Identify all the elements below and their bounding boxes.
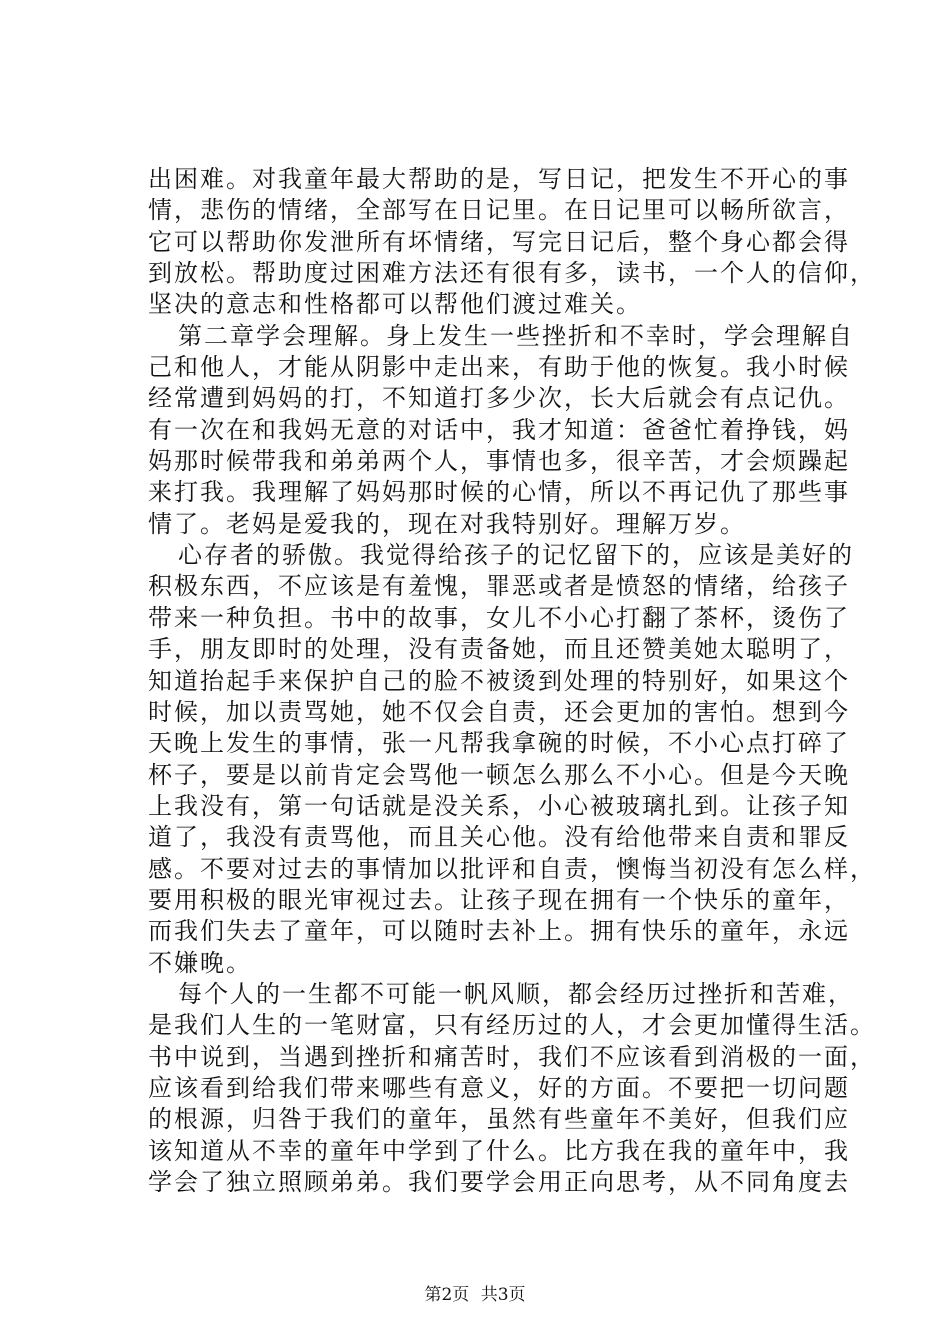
text-line: 妈那时候带我和弟弟两个人，事情也多，很辛苦，才会烦躁起: [148, 447, 850, 476]
text-line: 是我们人生的一笔财富，只有经历过的人，才会更加懂得生活。: [148, 1011, 876, 1040]
text-line: 天晚上发生的事情，张一凡帮我拿碗的时候，不小心点打碎了: [148, 729, 850, 758]
text-line: 不嫌晚。: [148, 948, 252, 977]
text-line: 的根源，归咎于我们的童年，虽然有些童年不美好，但我们应: [148, 1105, 850, 1134]
text-line: 知道抬起手来保护自己的脸不被烫到处理的特别好，如果这个: [148, 666, 850, 695]
page-number: 第2页: [424, 1285, 470, 1305]
text-line: 第二章学会理解。身上发生一些挫折和不幸时，学会理解自: [178, 321, 854, 350]
text-line: 每个人的一生都不可能一帆风顺，都会经历过挫折和苦难，: [178, 979, 854, 1008]
text-line: 书中说到，当遇到挫折和痛苦时，我们不应该看到消极的一面，: [148, 1042, 876, 1071]
text-line: 积极东西，不应该是有羞愧，罪恶或者是愤怒的情绪，给孩子: [148, 572, 850, 601]
text-line: 该知道从不幸的童年中学到了什么。比方我在我的童年中，我: [148, 1136, 850, 1165]
text-line: 己和他人，才能从阴影中走出来，有助于他的恢复。我小时候: [148, 353, 850, 382]
page-footer: [0, 1280, 950, 1305]
text-line: 坚决的意志和性格都可以帮他们渡过难关。: [148, 290, 642, 319]
text-line: 到放松。帮助度过困难方法还有很有多，读书，一个人的信仰，: [148, 259, 876, 288]
text-line: 它可以帮助你发泄所有坏情绪，写完日记后，整个身心都会得: [148, 227, 850, 256]
text-line: 来打我。我理解了妈妈那时候的心情，所以不再记仇了那些事: [148, 478, 850, 507]
text-line: 要用积极的眼光审视过去。让孩子现在拥有一个快乐的童年，: [148, 885, 850, 914]
text-line: 经常遭到妈妈的打，不知道打多少次，长大后就会有点记仇。: [148, 384, 850, 413]
text-line: 有一次在和我妈无意的对话中，我才知道：爸爸忙着挣钱，妈: [148, 415, 850, 444]
text-line: 心存者的骄傲。我觉得给孩子的记忆留下的，应该是美好的: [178, 541, 854, 570]
document-body: [148, 164, 876, 1198]
text-line: 而我们失去了童年，可以随时去补上。拥有快乐的童年，永远: [148, 917, 850, 946]
text-line: 应该看到给我们带来哪些有意义，好的方面。不要把一切问题: [148, 1073, 850, 1102]
text-line: 感。不要对过去的事情加以批评和自责，懊悔当初没有怎么样，: [148, 854, 876, 883]
text-line: 手，朋友即时的处理，没有责备她，而且还赞美她太聪明了，: [148, 635, 850, 664]
text-line: 杯子，要是以前肯定会骂他一顿怎么那么不小心。但是今天晚: [148, 760, 850, 789]
text-line: 出困难。对我童年最大帮助的是，写日记，把发生不开心的事: [148, 165, 850, 193]
text-line: 学会了独立照顾弟弟。我们要学会用正向思考，从不同角度去: [148, 1168, 850, 1196]
text-line: 上我没有，第一句话就是没关系，小心被玻璃扎到。让孩子知: [148, 791, 850, 820]
text-line: 时候，加以责骂她，她不仅会自责，还会更加的害怕。想到今: [148, 697, 850, 726]
text-line: 情，悲伤的情绪，全部写在日记里。在日记里可以畅所欲言，: [148, 196, 850, 225]
page-total: 共3页: [480, 1285, 526, 1305]
text-line: 情了。老妈是爱我的，现在对我特别好。理解万岁。: [148, 509, 746, 538]
text-line: 带来一种负担。书中的故事，女儿不小心打翻了茶杯，烫伤了: [148, 603, 850, 632]
text-line: 道了，我没有责骂他，而且关心他。没有给他带来自责和罪反: [148, 823, 850, 852]
